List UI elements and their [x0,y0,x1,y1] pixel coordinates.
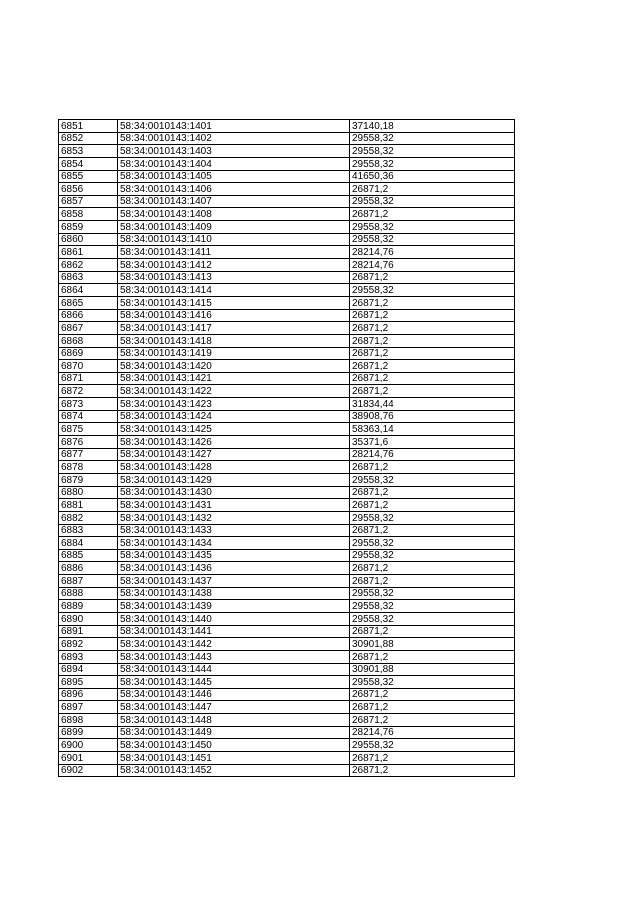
cadastral-number-cell: 58:34:0010143:1422 [118,385,350,398]
cadastral-number-cell: 58:34:0010143:1451 [118,752,350,765]
table-row [59,638,515,651]
cadastral-number-cell: 58:34:0010143:1408 [118,208,350,221]
value-cell: 26871,2 [350,688,515,701]
value-cell: 26871,2 [350,360,515,373]
cadastral-number-cell: 58:34:0010143:1414 [118,284,350,297]
table-row [59,524,515,537]
value-cell: 30901,88 [350,663,515,676]
table-row [59,246,515,259]
cadastral-number-cell: 58:34:0010143:1441 [118,625,350,638]
cadastral-number-cell: 58:34:0010143:1435 [118,549,350,562]
cadastral-number-cell: 58:34:0010143:1440 [118,612,350,625]
value-cell: 29558,32 [350,587,515,600]
table-row [59,372,515,385]
table-row [59,676,515,689]
row-number-cell: 6900 [59,739,118,752]
value-cell: 26871,2 [350,296,515,309]
value-cell: 29558,32 [350,195,515,208]
value-cell: 26871,2 [350,461,515,474]
value-cell: 29558,32 [350,612,515,625]
row-number-cell: 6897 [59,701,118,714]
cadastral-number-cell: 58:34:0010143:1445 [118,676,350,689]
cadastral-number-cell: 58:34:0010143:1401 [118,120,350,133]
table-row [59,562,515,575]
table-row [59,499,515,512]
table-row [59,549,515,562]
cadastral-number-cell: 58:34:0010143:1418 [118,334,350,347]
cadastral-number-cell: 58:34:0010143:1446 [118,688,350,701]
cadastral-number-cell: 58:34:0010143:1438 [118,587,350,600]
value-cell: 30901,88 [350,638,515,651]
table-row [59,511,515,524]
row-number-cell: 6869 [59,347,118,360]
value-cell: 26871,2 [350,625,515,638]
row-number-cell: 6887 [59,575,118,588]
cadastral-number-cell: 58:34:0010143:1404 [118,157,350,170]
row-number-cell: 6872 [59,385,118,398]
cadastral-number-cell: 58:34:0010143:1406 [118,183,350,196]
table-row [59,284,515,297]
cadastral-number-cell: 58:34:0010143:1410 [118,233,350,246]
row-number-cell: 6855 [59,170,118,183]
table-row [59,726,515,739]
cadastral-number-cell: 58:34:0010143:1449 [118,726,350,739]
table-row [59,423,515,436]
row-number-cell: 6856 [59,183,118,196]
value-cell: 29558,32 [350,600,515,613]
table-row [59,132,515,145]
cadastral-number-cell: 58:34:0010143:1444 [118,663,350,676]
row-number-cell: 6881 [59,499,118,512]
row-number-cell: 6866 [59,309,118,322]
row-number-cell: 6885 [59,549,118,562]
value-cell: 26871,2 [350,752,515,765]
table-row [59,587,515,600]
cadastral-number-cell: 58:34:0010143:1402 [118,132,350,145]
table-row [59,688,515,701]
cadastral-number-cell: 58:34:0010143:1433 [118,524,350,537]
cadastral-number-cell: 58:34:0010143:1432 [118,511,350,524]
row-number-cell: 6882 [59,511,118,524]
cadastral-number-cell: 58:34:0010143:1411 [118,246,350,259]
table-row [59,650,515,663]
cadastral-number-cell: 58:34:0010143:1443 [118,650,350,663]
table-row [59,360,515,373]
cadastral-value-table [58,119,515,777]
table-row [59,701,515,714]
row-number-cell: 6895 [59,676,118,689]
value-cell: 26871,2 [350,334,515,347]
table-row [59,233,515,246]
table-row [59,398,515,411]
cadastral-number-cell: 58:34:0010143:1437 [118,575,350,588]
row-number-cell: 6871 [59,372,118,385]
cadastral-number-cell: 58:34:0010143:1407 [118,195,350,208]
value-cell: 26871,2 [350,372,515,385]
value-cell: 26871,2 [350,385,515,398]
table-row [59,600,515,613]
cadastral-number-cell: 58:34:0010143:1428 [118,461,350,474]
row-number-cell: 6884 [59,537,118,550]
value-cell: 28214,76 [350,246,515,259]
value-cell: 29558,32 [350,511,515,524]
table-row [59,473,515,486]
row-number-cell: 6860 [59,233,118,246]
cadastral-number-cell: 58:34:0010143:1423 [118,398,350,411]
value-cell: 58363,14 [350,423,515,436]
row-number-cell: 6857 [59,195,118,208]
row-number-cell: 6863 [59,271,118,284]
table-row [59,309,515,322]
row-number-cell: 6854 [59,157,118,170]
value-cell: 26871,2 [350,524,515,537]
value-cell: 28214,76 [350,448,515,461]
row-number-cell: 6864 [59,284,118,297]
table-row [59,663,515,676]
table-row [59,334,515,347]
value-cell: 38908,76 [350,410,515,423]
value-cell: 26871,2 [350,322,515,335]
value-cell: 28214,76 [350,726,515,739]
value-cell: 26871,2 [350,650,515,663]
table-row [59,625,515,638]
row-number-cell: 6888 [59,587,118,600]
cadastral-number-cell: 58:34:0010143:1416 [118,309,350,322]
table-row [59,448,515,461]
row-number-cell: 6873 [59,398,118,411]
cadastral-number-cell: 58:34:0010143:1450 [118,739,350,752]
table-row [59,296,515,309]
row-number-cell: 6870 [59,360,118,373]
table-row [59,208,515,221]
value-cell: 26871,2 [350,309,515,322]
value-cell: 29558,32 [350,221,515,234]
row-number-cell: 6876 [59,436,118,449]
table-row [59,461,515,474]
cadastral-number-cell: 58:34:0010143:1431 [118,499,350,512]
row-number-cell: 6874 [59,410,118,423]
table-row [59,183,515,196]
row-number-cell: 6877 [59,448,118,461]
table-row [59,436,515,449]
value-cell: 37140,18 [350,120,515,133]
value-cell: 26871,2 [350,271,515,284]
table-row [59,752,515,765]
value-cell: 26871,2 [350,714,515,727]
value-cell: 29558,32 [350,549,515,562]
table-row [59,170,515,183]
row-number-cell: 6875 [59,423,118,436]
row-number-cell: 6868 [59,334,118,347]
row-number-cell: 6901 [59,752,118,765]
cadastral-number-cell: 58:34:0010143:1448 [118,714,350,727]
table-row [59,575,515,588]
row-number-cell: 6894 [59,663,118,676]
value-cell: 26871,2 [350,499,515,512]
cadastral-number-cell: 58:34:0010143:1424 [118,410,350,423]
row-number-cell: 6880 [59,486,118,499]
table-row [59,221,515,234]
cadastral-number-cell: 58:34:0010143:1427 [118,448,350,461]
cadastral-number-cell: 58:34:0010143:1417 [118,322,350,335]
value-cell: 28214,76 [350,259,515,272]
table-row [59,157,515,170]
table-row [59,486,515,499]
cadastral-number-cell: 58:34:0010143:1439 [118,600,350,613]
value-cell: 26871,2 [350,701,515,714]
value-cell: 29558,32 [350,157,515,170]
table-row [59,347,515,360]
value-cell: 29558,32 [350,473,515,486]
value-cell: 29558,32 [350,145,515,158]
value-cell: 26871,2 [350,208,515,221]
table-row [59,410,515,423]
value-cell: 26871,2 [350,575,515,588]
value-cell: 29558,32 [350,739,515,752]
table-row [59,714,515,727]
cadastral-number-cell: 58:34:0010143:1442 [118,638,350,651]
row-number-cell: 6886 [59,562,118,575]
row-number-cell: 6883 [59,524,118,537]
value-cell: 26871,2 [350,562,515,575]
table-row [59,145,515,158]
cadastral-number-cell: 58:34:0010143:1426 [118,436,350,449]
row-number-cell: 6890 [59,612,118,625]
row-number-cell: 6851 [59,120,118,133]
row-number-cell: 6892 [59,638,118,651]
value-cell: 41650,36 [350,170,515,183]
cadastral-number-cell: 58:34:0010143:1436 [118,562,350,575]
cadastral-number-cell: 58:34:0010143:1420 [118,360,350,373]
row-number-cell: 6878 [59,461,118,474]
row-number-cell: 6867 [59,322,118,335]
row-number-cell: 6889 [59,600,118,613]
value-cell: 26871,2 [350,347,515,360]
row-number-cell: 6862 [59,259,118,272]
value-cell: 26871,2 [350,764,515,777]
cadastral-number-cell: 58:34:0010143:1421 [118,372,350,385]
row-number-cell: 6859 [59,221,118,234]
cadastral-number-cell: 58:34:0010143:1425 [118,423,350,436]
row-number-cell: 6861 [59,246,118,259]
table-body [59,120,515,777]
table-row [59,259,515,272]
value-cell: 29558,32 [350,132,515,145]
cadastral-number-cell: 58:34:0010143:1412 [118,259,350,272]
table-row [59,120,515,133]
row-number-cell: 6853 [59,145,118,158]
row-number-cell: 6902 [59,764,118,777]
value-cell: 29558,32 [350,284,515,297]
row-number-cell: 6899 [59,726,118,739]
value-cell: 26871,2 [350,486,515,499]
value-cell: 35371,6 [350,436,515,449]
table-row [59,195,515,208]
row-number-cell: 6879 [59,473,118,486]
table-row [59,537,515,550]
cadastral-number-cell: 58:34:0010143:1434 [118,537,350,550]
cadastral-number-cell: 58:34:0010143:1403 [118,145,350,158]
cadastral-number-cell: 58:34:0010143:1405 [118,170,350,183]
cadastral-number-cell: 58:34:0010143:1430 [118,486,350,499]
table-row [59,385,515,398]
cadastral-number-cell: 58:34:0010143:1419 [118,347,350,360]
value-cell: 29558,32 [350,537,515,550]
cadastral-number-cell: 58:34:0010143:1447 [118,701,350,714]
cadastral-number-cell: 58:34:0010143:1429 [118,473,350,486]
row-number-cell: 6865 [59,296,118,309]
cadastral-number-cell: 58:34:0010143:1452 [118,764,350,777]
row-number-cell: 6898 [59,714,118,727]
row-number-cell: 6891 [59,625,118,638]
cadastral-number-cell: 58:34:0010143:1413 [118,271,350,284]
table-row [59,271,515,284]
row-number-cell: 6852 [59,132,118,145]
value-cell: 29558,32 [350,233,515,246]
table-row [59,322,515,335]
table-row [59,739,515,752]
value-cell: 29558,32 [350,676,515,689]
row-number-cell: 6858 [59,208,118,221]
table-row [59,764,515,777]
value-cell: 26871,2 [350,183,515,196]
value-cell: 31834,44 [350,398,515,411]
table-row [59,612,515,625]
row-number-cell: 6896 [59,688,118,701]
cadastral-number-cell: 58:34:0010143:1409 [118,221,350,234]
cadastral-number-cell: 58:34:0010143:1415 [118,296,350,309]
row-number-cell: 6893 [59,650,118,663]
